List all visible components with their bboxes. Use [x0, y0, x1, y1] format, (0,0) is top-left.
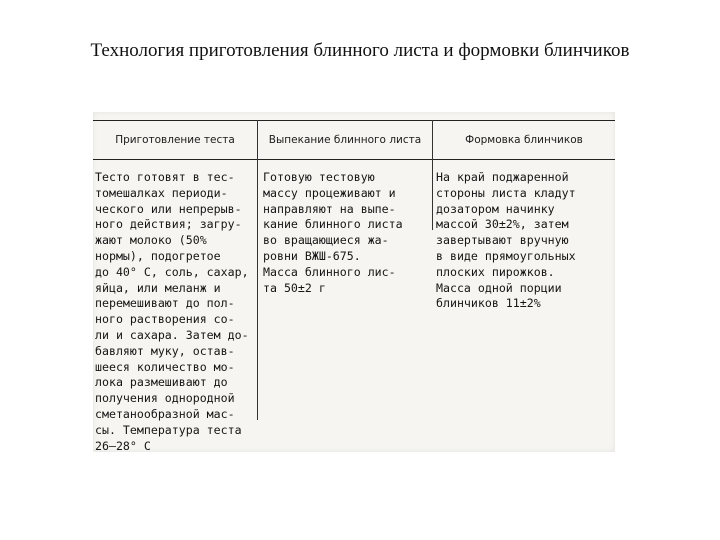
text-line: ного действия; загру- — [95, 217, 242, 232]
header-baking: Выпекание блинного листа — [268, 134, 422, 146]
text-line: 26—28° С — [95, 438, 151, 452]
text-line: ного растворения со- — [95, 312, 235, 327]
text-line: в виде прямоугольных — [436, 248, 576, 263]
header-dough-preparation: Приготовление теста — [115, 134, 235, 146]
text-line: шееся количество мо- — [95, 359, 235, 374]
text-line: яйца, или меланж и — [95, 280, 221, 295]
text-line: дозатором начинку — [436, 201, 555, 216]
text-line: во вращающиеся жа- — [263, 233, 389, 248]
text-line: ческого или непрерыв- — [95, 201, 242, 216]
text-line: стороны листа кладут — [436, 185, 576, 200]
column-dough-preparation — [95, 170, 255, 452]
text-line: Готовую тестовую — [263, 170, 375, 184]
text-line: перемешивают до пол- — [95, 296, 235, 311]
table-top-rule — [93, 120, 615, 121]
text-line: нормы), подогретое — [95, 248, 221, 263]
text-line: направляют на выпе- — [263, 201, 396, 216]
text-line: массой 30±2%, затем — [436, 217, 569, 232]
text-line: сы. Температура теста — [95, 422, 242, 437]
text-line: та 50±2 г — [263, 280, 326, 295]
slide-title: Технология приготовления блинного листа и формовки блинчиков — [90, 40, 630, 61]
column-forming — [436, 170, 614, 312]
text-line: томешалках периоди- — [95, 185, 228, 200]
text-line: Масса блинного лис- — [263, 264, 396, 279]
text-line: жают молоко (50% — [95, 233, 207, 248]
column-divider-1 — [257, 120, 258, 420]
scanned-table — [93, 112, 615, 452]
text-line: лока размешивают до — [95, 375, 228, 390]
text-line: сметанообразной мас- — [95, 406, 235, 421]
text-line: завертывают вручную — [436, 233, 569, 248]
text-line: ли и сахара. Затем до- — [95, 327, 249, 342]
text-line: до 40° С, соль, сахар, — [95, 264, 249, 279]
text-line: плоских пирожков. — [436, 264, 555, 279]
column-baking — [263, 170, 431, 296]
text-line: бавляют муку, остав- — [95, 343, 235, 358]
table-header-rule — [93, 159, 615, 160]
header-forming: Формовка блинчиков — [465, 134, 583, 146]
text-line: ровни ВЖШ-675. — [263, 248, 361, 263]
text-line: кание блинного листа — [263, 217, 403, 232]
text-line: блинчиков 11±2% — [436, 296, 541, 311]
text-line: На край поджаренной — [436, 170, 569, 184]
text-line: Масса одной порции — [436, 280, 562, 295]
text-line: Тесто готовят в тес- — [95, 170, 235, 184]
text-line: получения однородной — [95, 391, 235, 406]
text-line: массу процеживают и — [263, 185, 396, 200]
